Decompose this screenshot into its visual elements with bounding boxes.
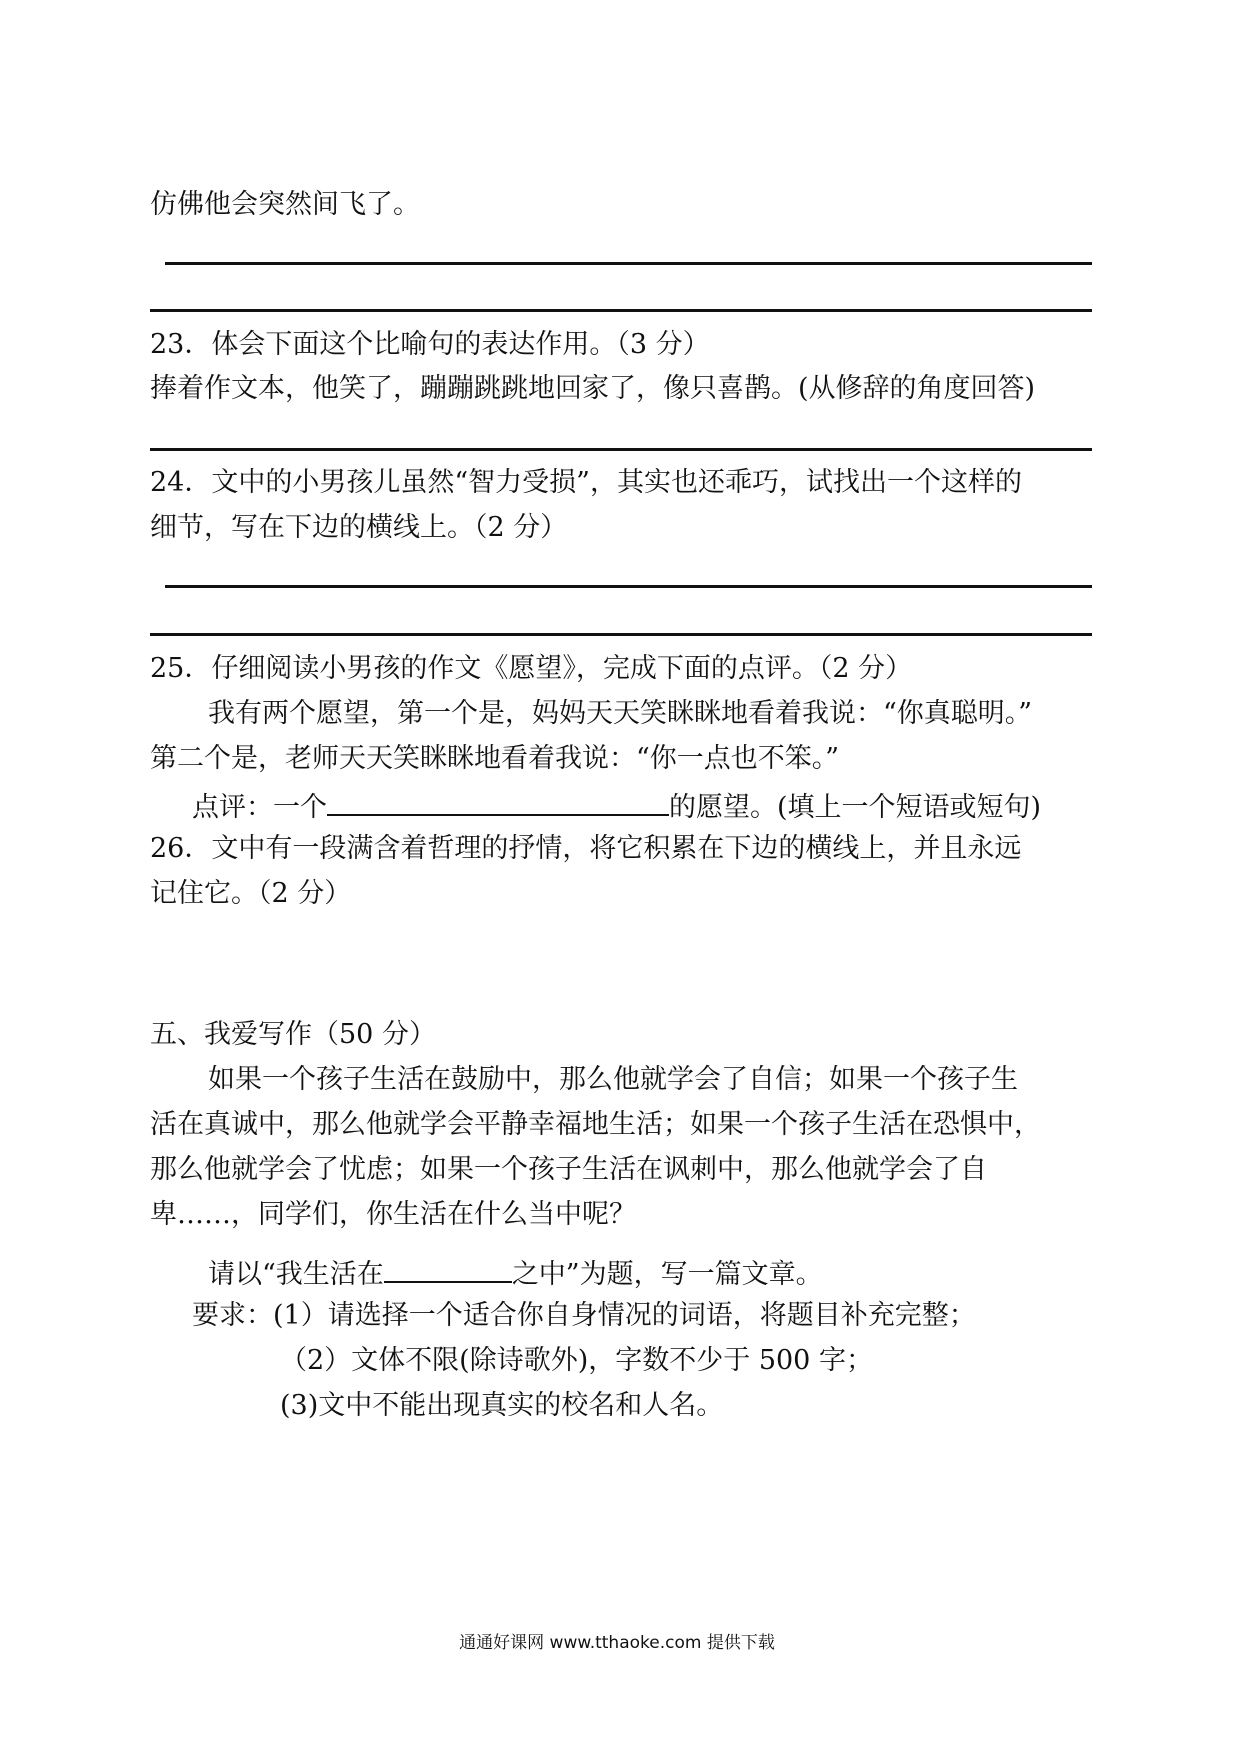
answer-line bbox=[165, 262, 1092, 265]
q23-title: 23．体会下面这个比喻句的表达作用。（3 分） bbox=[150, 329, 710, 360]
q25-comment-prefix: 点评：一个 bbox=[192, 792, 327, 823]
prompt-suffix: 之中”为题，写一篇文章。 bbox=[511, 1259, 823, 1290]
title-blank[interactable] bbox=[384, 1253, 512, 1283]
section5-para-line: 那么他就学会了忧虑；如果一个孩子生活在讽刺中，那么他就学会了自 bbox=[150, 1154, 987, 1185]
q24-line1: 24．文中的小男孩儿虽然“智力受损”，其实也还乖巧，试找出一个这样的 bbox=[150, 467, 1022, 498]
comment-blank[interactable] bbox=[327, 786, 669, 816]
q26-line2: 记住它。（2 分） bbox=[150, 878, 352, 909]
requirement-3: (3)文中不能出现真实的校名和人名。 bbox=[280, 1390, 724, 1421]
prompt-prefix: 请以“我生活在 bbox=[208, 1259, 384, 1290]
q25-essay-line1: 我有两个愿望，第一个是，妈妈天天笑眯眯地看着我说：“你真聪明。” bbox=[208, 698, 1033, 729]
section5-heading: 五、我爱写作（50 分） bbox=[150, 1019, 436, 1050]
section5-para-line: 如果一个孩子生活在鼓励中，那么他就学会了自信；如果一个孩子生 bbox=[208, 1064, 1018, 1095]
section5-para-line: 活在真诚中，那么他就学会平静幸福地生活；如果一个孩子生活在恐惧中， bbox=[150, 1109, 1041, 1140]
requirement-1: 要求：(1）请选择一个适合你自身情况的词语，将题目补充完整； bbox=[192, 1300, 976, 1331]
q25-comment-suffix: 的愿望。(填上一个短语或短句) bbox=[669, 792, 1042, 823]
q24-line2: 细节，写在下边的横线上。（2 分） bbox=[150, 512, 568, 543]
answer-line bbox=[150, 309, 1092, 312]
answer-line bbox=[165, 585, 1092, 588]
answer-line bbox=[150, 633, 1092, 636]
section5-para-line: 卑……，同学们，你生活在什么当中呢？ bbox=[150, 1199, 636, 1230]
section5-prompt bbox=[208, 1253, 823, 1293]
intro-line: 仿佛他会突然间飞了。 bbox=[150, 189, 420, 220]
answer-line bbox=[150, 448, 1092, 451]
page-footer: 通通好课网 www.tthaoke.com 提供下载 bbox=[459, 1633, 775, 1653]
q25-essay-line2: 第二个是，老师天天笑眯眯地看着我说：“你一点也不笨。” bbox=[150, 743, 840, 774]
q25-comment bbox=[192, 786, 1041, 826]
q26-line1: 26．文中有一段满含着哲理的抒情，将它积累在下边的横线上，并且永远 bbox=[150, 833, 1022, 864]
q25-title: 25．仔细阅读小男孩的作文《愿望》，完成下面的点评。（2 分） bbox=[150, 653, 913, 684]
q23-sentence: 捧着作文本，他笑了，蹦蹦跳跳地回家了，像只喜鹊。(从修辞的角度回答) bbox=[150, 373, 1036, 404]
requirement-2: （2）文体不限(除诗歌外)，字数不少于 500 字； bbox=[280, 1345, 873, 1376]
